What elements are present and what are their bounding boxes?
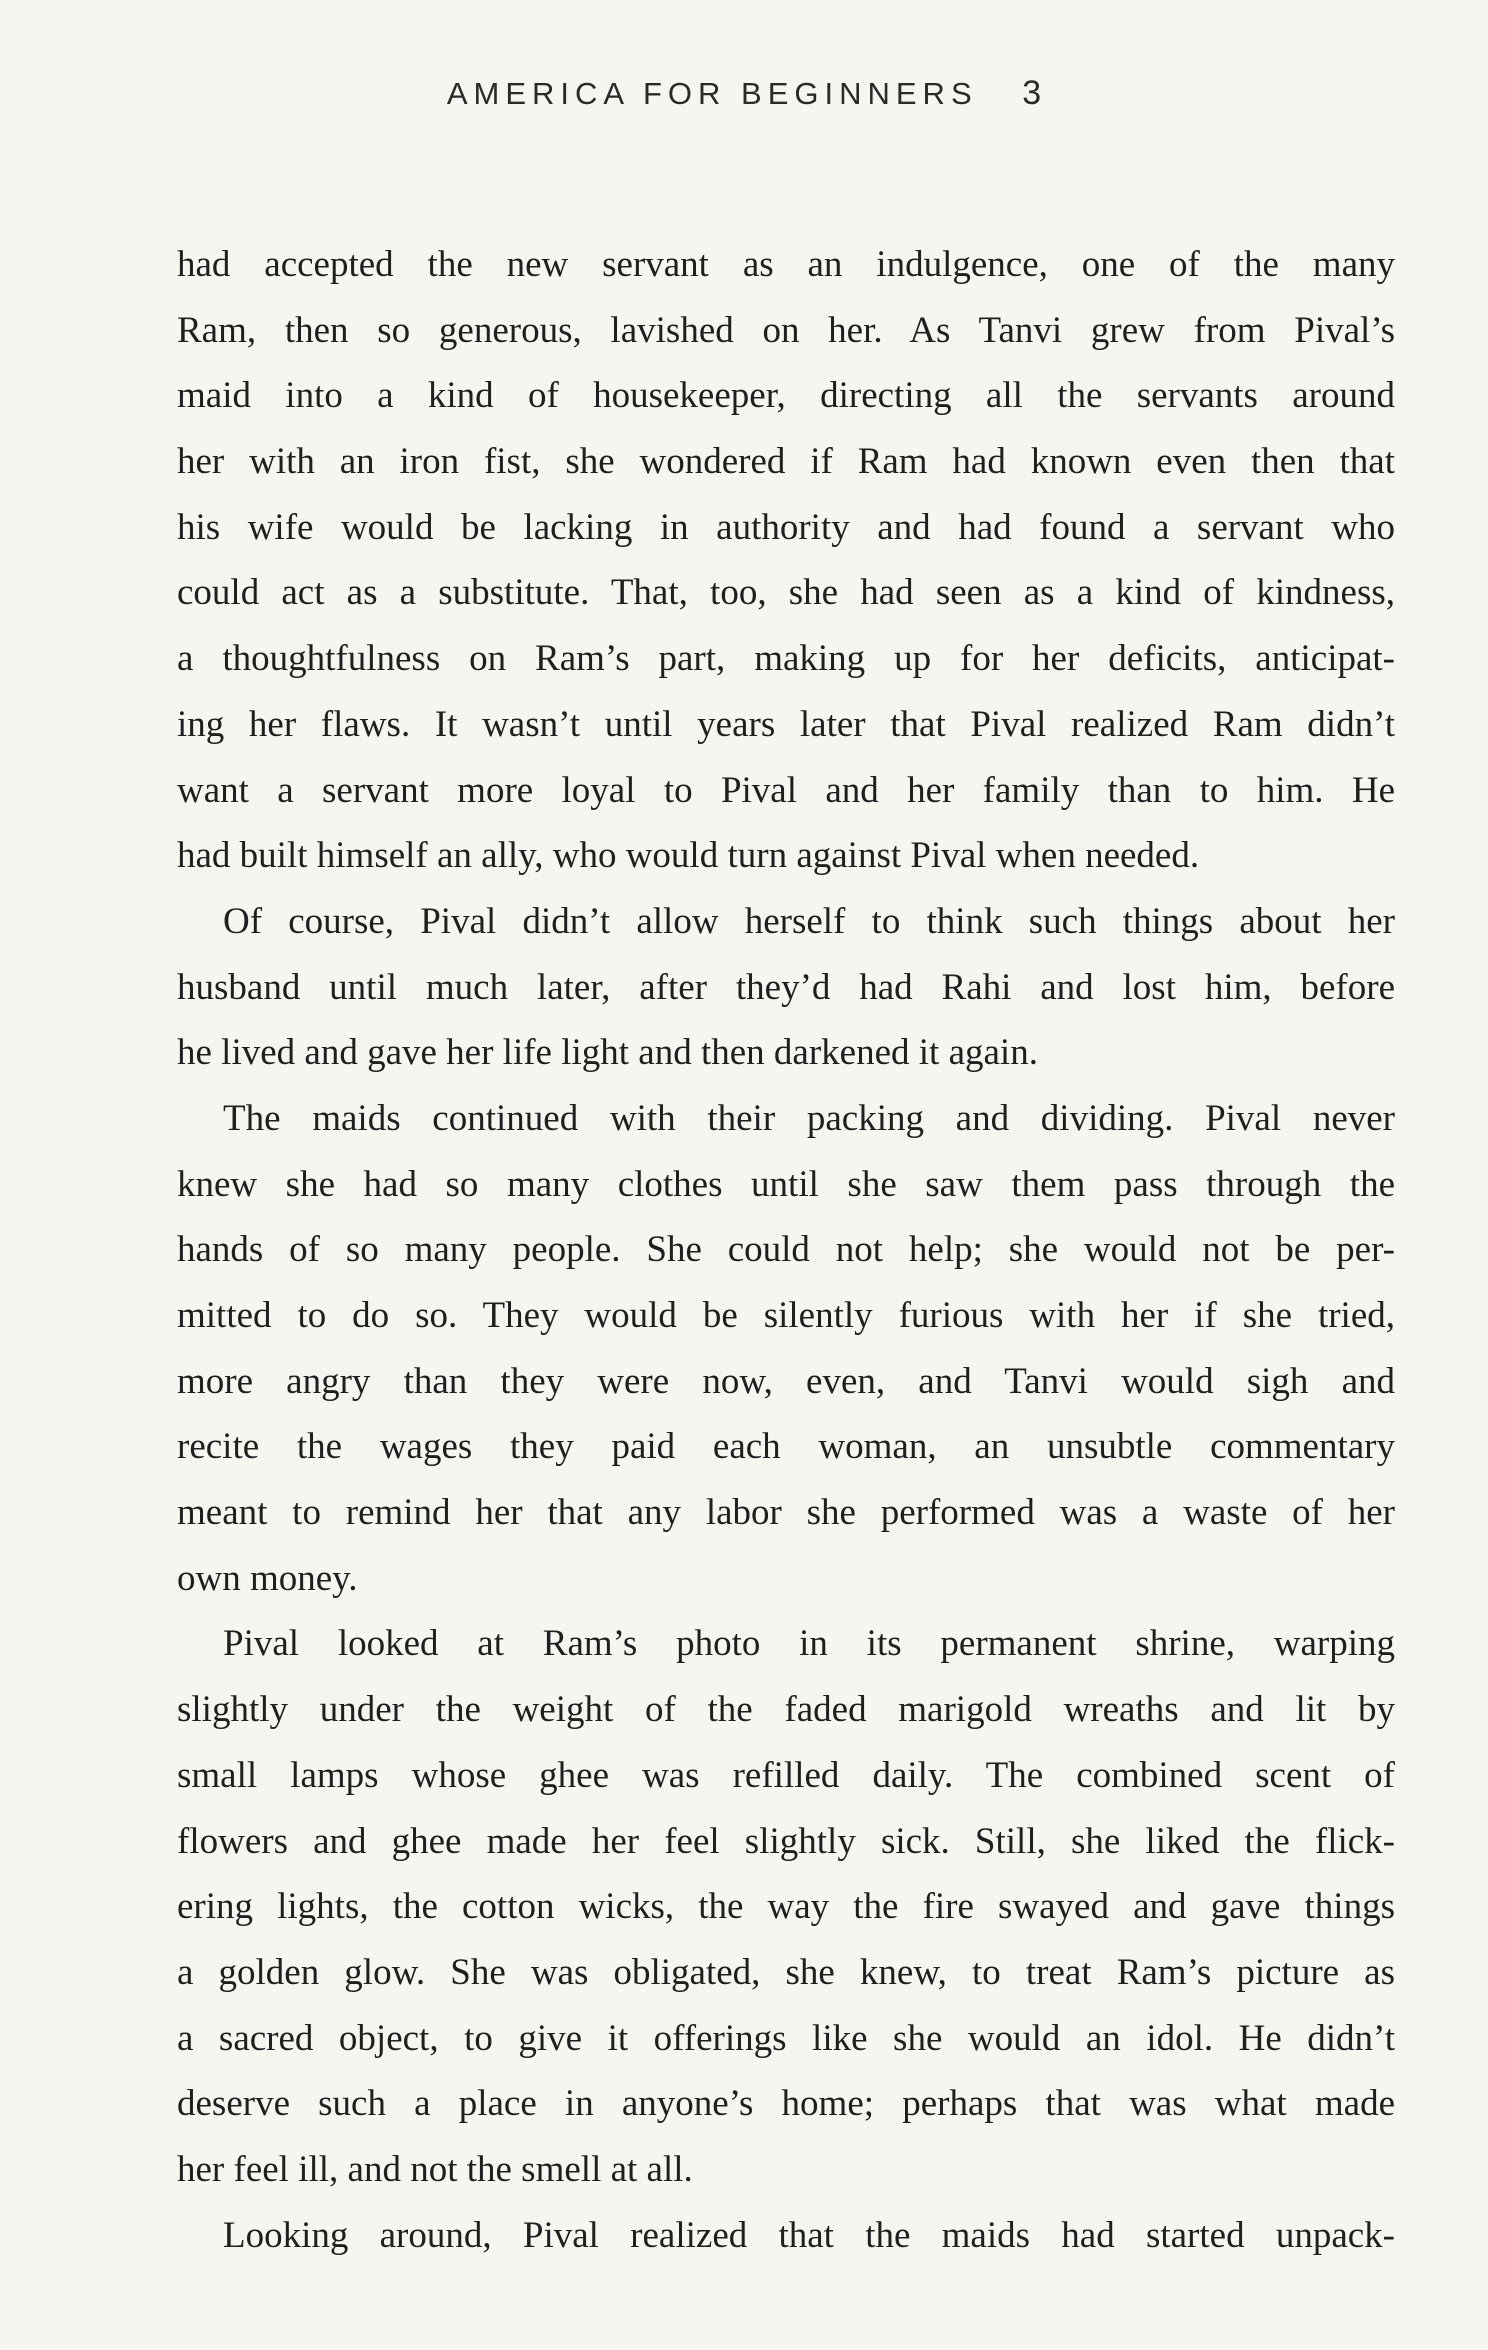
text-line: husband until much later, after they’d had Rahi and lost him, before [177, 966, 1395, 1008]
text-line: ing her flaws. It wasn’t until years later that Pival realized Ram didn’t [177, 703, 1395, 745]
body-text [177, 232, 1395, 2268]
text-line: a golden glow. She was obligated, she knew, to treat Ram’s picture as [177, 1951, 1395, 1993]
text-line: knew she had so many clothes until she saw them pass through the [177, 1163, 1395, 1205]
text-line: had accepted the new servant as an indulgence, one of the many [177, 244, 1395, 285]
text-line: maid into a kind of housekeeper, directing all the servants around [177, 375, 1395, 417]
text-line: deserve such a place in anyone’s home; perhaps that was what made [177, 2083, 1395, 2125]
text-line: hands of so many people. She could not help; she would not be per- [177, 1229, 1395, 1271]
text-line: her with an iron fist, she wondered if Ram had known even then that [177, 441, 1395, 483]
text-line: he lived and gave her life light and then darkened it again. [177, 1032, 1038, 1074]
text-line: ering lights, the cotton wicks, the way the fire swayed and gave things [177, 1886, 1395, 1928]
text-line: could act as a substitute. That, too, she had seen as a kind of kindness, [177, 572, 1395, 614]
text-line: want a servant more loyal to Pival and her family than to him. He [177, 769, 1395, 811]
text-line: recite the wages they paid each woman, an unsubtle commentary [177, 1426, 1395, 1468]
text-line: slightly under the weight of the faded marigold wreaths and lit by [177, 1689, 1395, 1731]
paragraph [177, 232, 1395, 889]
text-line: his wife would be lacking in authority and had found a servant who [177, 506, 1395, 548]
text-line: Looking around, Pival realized that the maids had started unpack- [223, 2214, 1395, 2256]
text-line: flowers and ghee made her feel slightly sick. Still, she liked the flick- [177, 1820, 1395, 1862]
text-line: Ram, then so generous, lavished on her. As Tanvi grew from Pival’s [177, 309, 1395, 351]
text-line: a sacred object, to give it offerings like she would an idol. He didn’t [177, 2017, 1395, 2059]
page-number: 3 [1022, 74, 1042, 112]
text-line: a thoughtfulness on Ram’s part, making up for her deficits, anticipat- [177, 638, 1395, 680]
text-line: small lamps whose ghee was refilled daily. The combined scent of [177, 1754, 1395, 1796]
text-line: own money. [177, 1557, 358, 1599]
text-line: meant to remind her that any labor she performed was a waste of her [177, 1492, 1395, 1534]
text-line: her feel ill, and not the smell at all. [177, 2148, 693, 2190]
text-line: The maids continued with their packing and dividing. Pival never [223, 1097, 1395, 1139]
running-head [0, 74, 1488, 113]
text-line: Of course, Pival didn’t allow herself to think such things about her [223, 900, 1395, 942]
paragraph [177, 1086, 1395, 1612]
paragraph [177, 1611, 1395, 2202]
text-line: mitted to do so. They would be silently furious with her if she tried, [177, 1295, 1395, 1336]
paragraph [177, 889, 1395, 1086]
text-line: Pival looked at Ram’s photo in its permanent shrine, warping [223, 1623, 1395, 1665]
text-line: had built himself an ally, who would turn against Pival when needed. [177, 835, 1200, 877]
text-line: more angry than they were now, even, and Tanvi would sigh and [177, 1360, 1395, 1402]
running-head-title: AMERICA FOR BEGINNERS [446, 76, 978, 111]
paragraph [177, 2203, 1395, 2269]
